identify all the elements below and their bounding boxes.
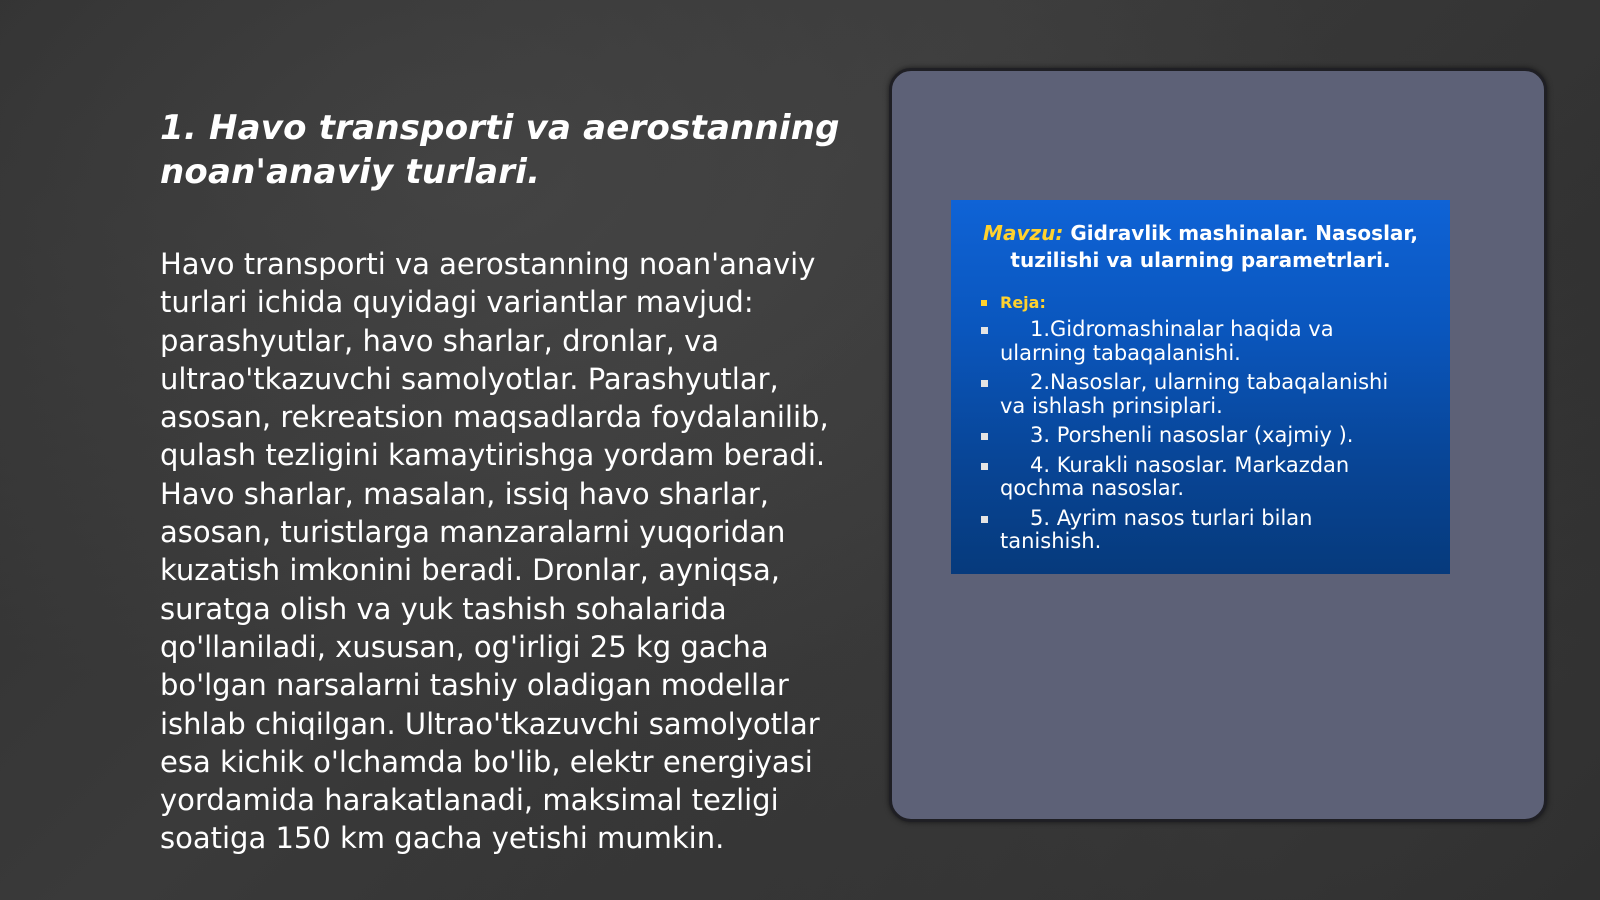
plan-item-text: 2.Nasoslar, ularning tabaqalanishi va ishlash prinsiplari. xyxy=(1000,370,1389,418)
square-bullet-icon xyxy=(981,433,988,440)
plan-item-text: 3. Porshenli nasoslar (xajmiy ). xyxy=(1030,423,1354,447)
square-bullet-icon xyxy=(981,327,988,334)
square-bullet-icon xyxy=(981,300,987,306)
plan-item-text: 5. Ayrim nasos turlari bilan tanishish. xyxy=(1000,505,1313,553)
slide-title: 1. Havo transporti va aerostanning noan'anaviy turlari. xyxy=(160,108,840,192)
embedded-slide-image xyxy=(951,200,1450,574)
plan-item-text: 4. Kurakli nasoslar. Markazdan qochma nasoslar. xyxy=(1000,452,1350,500)
plan-label: Reja: xyxy=(1000,293,1046,312)
plan-item xyxy=(981,454,1420,501)
plan-item xyxy=(981,371,1420,418)
plan-item-text: 1.Gidromashinalar haqida va ularning tabaqalanishi. xyxy=(1000,317,1334,365)
topic-text: Gidravlik mashinalar. Nasoslar, tuzilishi va ularning parametrlari. xyxy=(1010,221,1418,272)
topic-label: Mavzu: xyxy=(983,221,1064,245)
plan-item xyxy=(981,424,1420,448)
plan-list xyxy=(981,292,1420,554)
slide-body-text: Havo transporti va aerostanning noan'anaviy turlari ichida quyidagi variantlar mavjud: parashyutlar, havo sharlar, dronlar, va ultrao'tkazuvchi samolyotlar. Parashyutlar, asosan, rekreatsion maqsadlarda foydalanilib, qulash tezligini kamaytirishga yordam beradi. Havo sharlar, masalan, issiq havo sharlar, asosan, turistlarga manzaralarni yuqoridan kuzatish imkonini beradi. Dronlar, ayniqsa, suratga olish va yuk tashish sohalarida qo'llaniladi, xususan, og'irligi 25 kg gacha bo'lgan narsalarni tashiy oladigan modellar ishlab chiqilgan. Ultrao'tkazuvchi samolyotlar esa kichik o'lchamda bo'lib, elektr energiyasi yordamida harakatlanadi, maksimal tezligi soatiga 150 km gacha yetishi mumkin. xyxy=(160,247,829,856)
plan-label-item xyxy=(981,292,1420,314)
square-bullet-icon xyxy=(981,463,988,470)
square-bullet-icon xyxy=(981,380,988,387)
plan-item xyxy=(981,318,1420,365)
square-bullet-icon xyxy=(981,516,988,523)
embedded-slide-heading xyxy=(971,220,1430,274)
plan-item xyxy=(981,507,1420,554)
